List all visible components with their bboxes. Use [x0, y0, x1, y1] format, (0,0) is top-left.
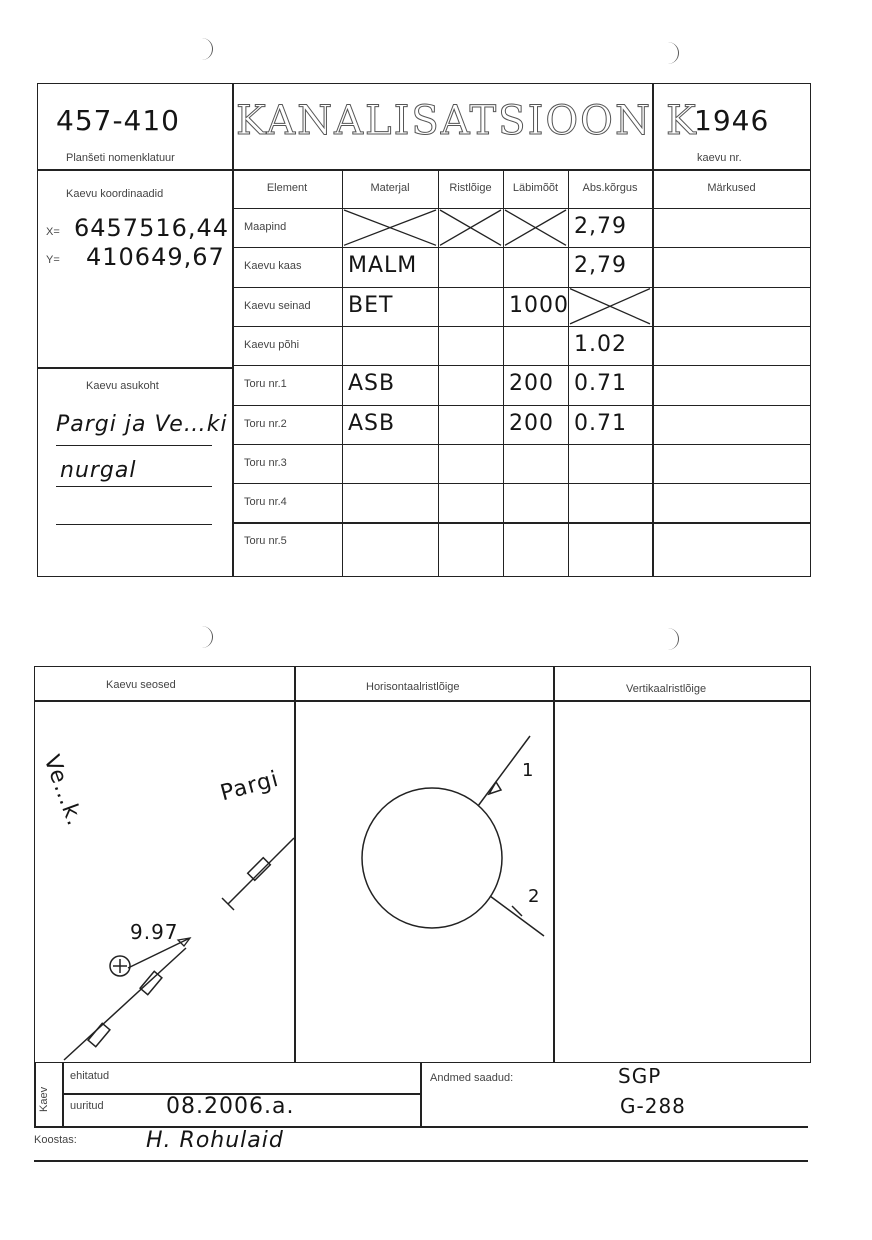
- cell-value-height: 1.02: [574, 331, 627, 357]
- plan-nomenclature-value: 457-410: [56, 104, 180, 137]
- street-label-1: Ve…k.: [38, 752, 88, 830]
- outflow-pipe-line: [64, 948, 186, 1060]
- row-element-label: Toru nr.3: [244, 456, 287, 469]
- cell-value-height: 0.71: [574, 410, 627, 436]
- y-coordinate-label: Y=: [46, 254, 60, 266]
- row-element-label: Maapind: [244, 221, 287, 233]
- compiled-value: H. Rohulaid: [146, 1128, 284, 1153]
- street-label-2: Pargi: [217, 766, 282, 807]
- column-header: Materjal: [370, 182, 410, 194]
- data-from-value-1: SGP: [618, 1064, 662, 1088]
- surveyed-label: uuritud: [70, 1100, 104, 1112]
- data-from-value-2: G-288: [620, 1094, 686, 1118]
- distance-value: 9.97: [130, 920, 179, 944]
- x-coordinate-label: X=: [46, 226, 60, 238]
- column-header: Element: [266, 182, 308, 194]
- coordinates-label: Kaevu koordinaadid: [66, 188, 164, 200]
- pipe-2-number: 2: [528, 886, 541, 907]
- cell-value-height: 0.71: [574, 371, 627, 397]
- compiled-label: Koostas:: [34, 1134, 77, 1146]
- cell-value-material: BET: [348, 292, 394, 318]
- x-coordinate-value: 6457516,44: [74, 214, 230, 242]
- cell-value-material: MALM: [348, 253, 418, 279]
- cell-value-material: ASB: [348, 371, 396, 397]
- row-element-label: Toru nr.2: [244, 417, 287, 430]
- row-element-label: Toru nr.5: [244, 535, 287, 548]
- cell-value-height: 2,79: [574, 253, 627, 279]
- pipe-1-number: 1: [522, 760, 535, 781]
- cell-value-height: 2,79: [574, 214, 627, 239]
- surveyed-value: 08.2006.a.: [166, 1094, 295, 1119]
- y-coordinate-value: 410649,67: [86, 243, 225, 271]
- data-from-label: Andmed saadud:: [430, 1072, 514, 1084]
- row-element-label: Kaevu seinad: [244, 299, 311, 312]
- well-circle: [362, 788, 502, 928]
- well-number-label: kaevu nr.: [697, 152, 742, 164]
- built-label: ehitatud: [70, 1070, 110, 1082]
- column-header: Abs.kõrgus: [582, 182, 638, 194]
- location-label: Kaevu asukoht: [86, 380, 159, 392]
- cell-value-material: ASB: [348, 410, 396, 436]
- column-header: Märkused: [707, 182, 756, 194]
- vertical-section-label: Vertikaalristlõige: [626, 683, 707, 695]
- cell-value-diameter: 200: [509, 371, 554, 397]
- page-title: KANALISATSIOON: [236, 98, 652, 144]
- row-element-label: Toru nr.4: [244, 496, 287, 509]
- column-header: Ristlõige: [449, 182, 492, 194]
- row-element-label: Kaevu põhi: [244, 338, 300, 351]
- location-line-1: Pargi ja Ve…ki: [56, 412, 228, 437]
- horizontal-section-label: Horisontaalristlõige: [366, 681, 460, 693]
- column-header: Läbimõõt: [512, 182, 559, 194]
- row-element-label: Kaevu kaas: [244, 260, 302, 273]
- row-element-label: Toru nr.1: [244, 378, 287, 391]
- side-label: Kaev: [38, 1086, 50, 1112]
- cell-value-diameter: 1000: [509, 292, 569, 318]
- cell-value-diameter: 200: [509, 410, 554, 436]
- plan-nomenclature-label: Planšeti nomenklatuur: [66, 152, 175, 164]
- well-number-value: 1946: [694, 104, 770, 137]
- connections-label: Kaevu seosed: [106, 679, 176, 691]
- location-line-2: nurgal: [60, 458, 137, 483]
- well-number-prefix: K: [666, 98, 698, 144]
- pargi-pipe-line: [228, 838, 294, 904]
